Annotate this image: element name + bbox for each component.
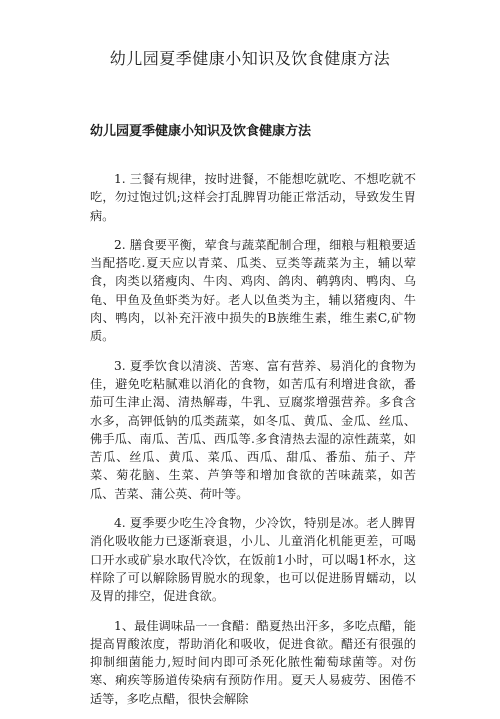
- document-subtitle: 幼儿园夏季健康小知识及饮食健康方法: [90, 124, 312, 139]
- paragraph-1: 1. 三餐有规律，按时进餐，不能想吃就吃、不想吃就不吃，勿过饱过饥;这样会打乱脾胃功能正常活动，导致发生胃病。: [90, 172, 416, 223]
- paragraph-3: 3. 夏季饮食以清淡、苦寒、富有营养、易消化的食物为佳，避免吃粘腻难以消化的食物，如苦瓜有利增进食欲，番茄可生津止渴、清热解毒，牛乳、豆腐浆增强营养。多食含水多，高钾低钠的瓜类蔬菜，如冬瓜、黄瓜、金瓜、丝瓜、佛手瓜、南瓜、苦瓜、西瓜等.多食清热去湿的凉性蔬菜，如苦瓜、丝瓜、黄瓜、菜瓜、西瓜、甜瓜、番茄、茄子、芹菜、菊花脑、生菜、芦笋等和增加食欲的苦味蔬菜，如苦瓜、苦菜、蒲公英、荷叶等。: [90, 358, 416, 501]
- document-title: 幼儿园夏季健康小知识及饮食健康方法: [109, 49, 391, 68]
- paragraph-2: 2. 膳食要平衡，荤食与蔬菜配制合理，细粮与粗粮要适当配搭吃.夏天应以青菜、瓜类、豆类等蔬菜为主，辅以荤食，肉类以猪瘦肉、牛肉、鸡肉、鸽肉、鹌鹑肉、鸭肉、乌龟、甲鱼及鱼虾类为好。老人以鱼类为主，辅以猪瘦肉、牛肉、鸭肉，以补充汗液中损失的B族维生素，维生素C,矿物质。: [90, 237, 416, 344]
- document-body: [90, 170, 416, 719]
- paragraph-5: 1、最佳调味品一一食醋：酷夏热出汗多，多吃点醋，能提高胃酸浓度，帮助消化和吸收，促进食欲。醋还有很强的抑制细菌能力,短时间内即可杀死化脓性葡萄球菌等。对伤寒、痢疾等肠道传染病有预防作用。夏天人易疲劳、困倦不适等，多吃点醋，很快会解除: [90, 618, 416, 706]
- paragraph-4: 4. 夏季要少吃生冷食物，少冷饮，特别是冰。老人脾胃消化吸收能力已逐渐衰退，小儿、儿童消化机能更差，可喝口开水或矿泉水取代冷饮，在饭前1小时，可以喝1杯水，这样除了可以解除肠胃脱水的现象，也可以促进肠胃蠕动，以及胃的排空，促进食欲。: [90, 516, 416, 604]
